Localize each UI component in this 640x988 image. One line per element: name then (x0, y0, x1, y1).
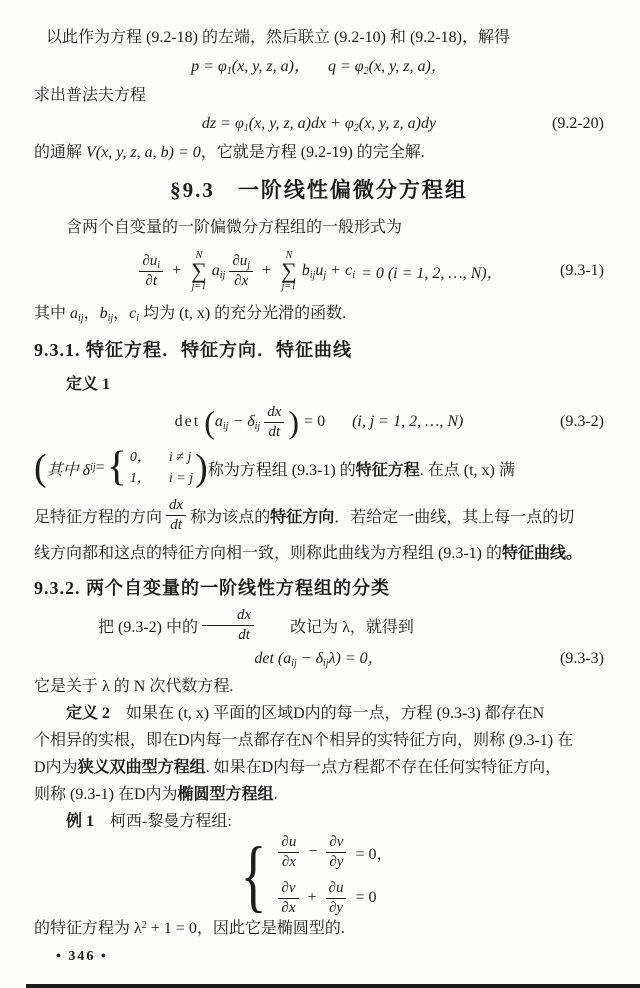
scan-edge-rule (26, 984, 640, 988)
section-intro-paragraph (34, 212, 604, 244)
text-run: . 如果在D内每一点方程都不存在任何实特征方向， (205, 759, 562, 776)
cases-structure (106, 444, 194, 491)
operator-plus: + (331, 262, 341, 279)
equation-pq (34, 52, 604, 82)
example-label: 例 1 (66, 813, 95, 830)
fraction-denominator: ∂t (145, 272, 157, 289)
delta-paragraph-line-3 (34, 538, 604, 570)
section-932-intro-line (34, 606, 604, 644)
fraction-dx-dt (264, 404, 284, 440)
fraction-dv-dy: $\frac{\partial v}{\partial y}$ (326, 834, 346, 870)
math-run: V(x, y, z, a, b) = 0 (86, 144, 201, 161)
math-run: p = φ (191, 58, 227, 75)
text-run: ， (83, 305, 100, 322)
fraction-dv-dx: $\frac{\partial v}{\partial x}$ (278, 880, 298, 916)
math-run: dz = φ (201, 115, 244, 132)
intro-line-3 (34, 138, 604, 168)
left-paren: ( (204, 404, 215, 440)
bold-term: 椭圆型方程组 (177, 786, 274, 803)
operator-plus: + (307, 889, 317, 906)
math-condition: (i, j = 1, 2, …, N) (352, 413, 464, 430)
superscript: 2 (141, 920, 147, 931)
operator-plus: + (262, 262, 272, 279)
text-run: 称为方程组 (9.3-1) 的 (207, 461, 356, 479)
text-run: 含两个自变量的一阶偏微分方程组的一般形式为 (66, 219, 403, 236)
text-run: 的特征方程为 λ (34, 920, 142, 937)
definition-2-line-1 (34, 700, 604, 727)
definition-2-line-4 (34, 781, 604, 808)
cases-rows (130, 447, 193, 489)
after-933-line (34, 674, 604, 700)
math-run: (x, y, z, a)， (368, 58, 447, 75)
math-run: $c_i$ (129, 305, 140, 324)
text-run: D内为 (34, 759, 78, 776)
text-run: ，它就是方程 (9.2-19) 的完全解. (200, 144, 425, 161)
delta-paragraph-line-2 (34, 492, 604, 538)
final-line (34, 914, 604, 944)
case-row: 1， i = j (129, 471, 194, 486)
math-run: $b_{ij}$ (99, 305, 114, 324)
math-run: (x, y, z, a)dy (358, 115, 437, 132)
page-number: • 346 • (56, 949, 108, 964)
system-equation-row (274, 834, 397, 870)
bold-term: 狭义双曲型方程组 (77, 759, 206, 776)
math-run: $a_{ij} - \delta_{ij}$ (214, 413, 261, 432)
equation-number: (9.3-2) (560, 413, 604, 430)
equation-number: (9.3-3) (560, 650, 604, 667)
math-run: (x, y, z, a)dx + φ (248, 115, 354, 132)
right-paren: ) (288, 404, 300, 440)
equation-number: (9.2-20) (552, 115, 604, 132)
subsection-932-heading: 9.3.2. 两个自变量的一阶线性方程组的分类 (34, 578, 390, 598)
section-title: §9.3 一阶线性偏微分方程组 (170, 178, 468, 202)
subscript: 2 (363, 66, 369, 77)
text-run: 则称 (9.3-1) 在D内为 (34, 786, 178, 803)
summation: N ∑ j=1 (191, 249, 207, 293)
right-paren: ) (195, 447, 208, 489)
equation-number: (9.3-1) (560, 262, 604, 279)
bold-term: 特征方向 (270, 508, 335, 526)
text-run: 求出普法夫方程 (34, 87, 147, 104)
text-run: ， (113, 305, 130, 322)
intro-line-2 (34, 82, 604, 110)
math-run: $a_{ij}$ (70, 305, 84, 324)
system-equations (274, 834, 397, 916)
operator-plus: + (172, 262, 182, 279)
cauchy-riemann-system (34, 830, 604, 920)
fraction-numerator: $\partial u_j$ (229, 253, 253, 272)
math-run: q = φ (328, 58, 364, 75)
text-run: 的通解 (34, 144, 87, 161)
text-run: 柯西-黎曼方程组: (94, 813, 232, 830)
math-run: $c_i$ (345, 262, 356, 281)
intro-line-1 (34, 24, 604, 52)
case-row: 0， i ≠ j (129, 450, 192, 465)
text-run: 足特征方程的方向 (34, 508, 163, 526)
fraction-dx-dt: $\frac{dx}{dt}$ (166, 497, 186, 533)
left-paren: ( (34, 447, 47, 489)
subscript: 1 (226, 66, 232, 77)
subscript: 2 (353, 123, 359, 134)
math-run: = 0 (304, 413, 326, 430)
fraction-numerator: $\partial u_i$ (139, 253, 163, 272)
text-run: 把 (9.3-2) 中的 (98, 618, 198, 636)
after-931-line (34, 298, 604, 330)
math-run: = 0 (i = 1, 2, …, N)， (361, 264, 503, 282)
text-run: 个相异的实根，即在D内每一点都存在N个相异的实特征方向，则称 (9.3-1) 在 (34, 732, 574, 749)
math-run: = 0 (355, 889, 377, 906)
bold-term: 特征方程 (355, 461, 420, 479)
fraction-denominator: ∂x (234, 272, 249, 289)
text-run: 均为 (t, x) 的充分光滑的函数. (139, 305, 347, 322)
text-run: . 在点 (t, x) 满 (419, 461, 515, 479)
math-dz (202, 110, 436, 138)
fraction-denominator: dt (268, 423, 281, 440)
definition-1-label: 定义 1 (66, 376, 111, 393)
example-1-line (34, 808, 604, 836)
cases-brace: { (106, 444, 127, 491)
fraction-du-dx: $\frac{\partial u}{\partial x}$ (278, 834, 299, 870)
text-run: 改记为 λ，就得到 (290, 618, 414, 636)
equation-9-3-1 (34, 244, 604, 298)
det-operator: det (174, 413, 201, 430)
math-run: $b_{ij}u_j$ (301, 262, 327, 281)
math-run: $a_{ij}$ (211, 262, 226, 281)
bold-term: 特征曲线。 (502, 545, 583, 562)
text-run: . (273, 786, 278, 803)
text-run: 以此作为方程 (9.2-18) 的左端，然后联立 (9.2-10) 和 (9.2-18)，解得 (46, 29, 510, 46)
text-run: ．若给定一曲线，其上每一点的切 (334, 508, 575, 526)
math-run: = 0， (355, 845, 393, 863)
text-run: 称为该点的 (190, 508, 271, 526)
subscript: 1 (243, 123, 249, 134)
text-run: 它是关于 λ 的 N 次代数方程. (34, 678, 234, 695)
definition-2-line-3 (34, 754, 604, 781)
text-run: 其中 (34, 305, 71, 322)
subsection-931-heading: 9.3.1. 特征方程．特征方向．特征曲线 (34, 340, 352, 360)
system-equation-row (274, 880, 397, 916)
math-pq (191, 52, 447, 82)
fraction-numerator: dx (264, 404, 284, 423)
equation-9-3-2 (34, 400, 604, 444)
math-run: (x, y, z, a)， (231, 58, 310, 75)
text-run: + 1 = 0，因此它是椭圆型的. (146, 920, 345, 937)
fraction-dui-dt (139, 253, 163, 289)
text-run: 其中 δ (46, 461, 91, 479)
definition-2-paragraph (34, 700, 604, 808)
operator-minus: − (308, 843, 318, 860)
equation-9-3-3 (34, 644, 604, 674)
text-run: 线方向都和这点的特征方向相一致，则称此曲线为方程组 (9.3-1) 的 (34, 545, 502, 562)
math-run: $\det (a_{ij} - \delta_{ij}\lambda) = 0$， (254, 650, 384, 669)
fraction-du-dy: $\frac{\partial u}{\partial y}$ (326, 880, 347, 916)
fraction-dx-dt: $\frac{dx}{dt}$ (202, 607, 254, 643)
fraction-duj-dx (229, 253, 253, 289)
summation: N ∑ j=1 (281, 249, 297, 293)
text-run: 如果在 (t, x) 平面的区域D内的每一点，方程 (9.3-3) 都存在N (110, 705, 545, 722)
definition-2-line-2 (34, 727, 604, 754)
system-brace: { (240, 830, 267, 920)
definition-2-label: 定义 2 (66, 705, 111, 722)
delta-paragraph-line-1: ( 其中 δ ij = { 0， i ≠ j 1， i = j ) 称为方程组 (9.3-1) 的 特征方程 . 在点 (t, x) 满 (34, 444, 515, 491)
equation-9-2-20 (34, 110, 604, 138)
math-run: = (95, 459, 105, 476)
